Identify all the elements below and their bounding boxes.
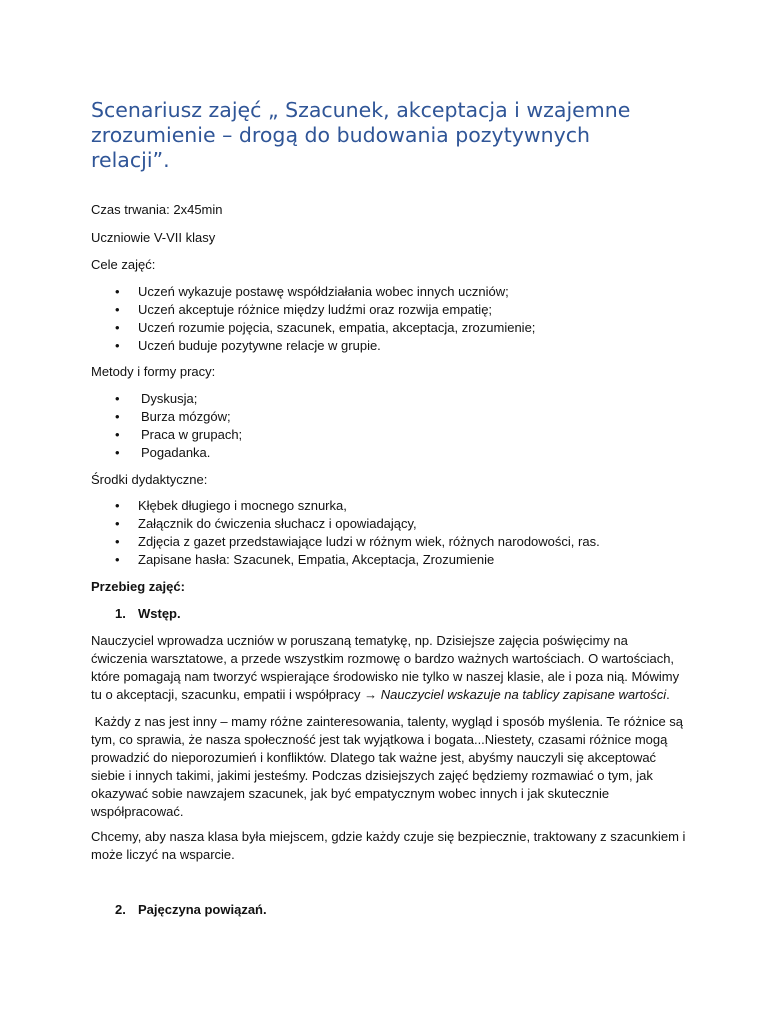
list-item: • Zapisane hasła: Szacunek, Empatia, Akceptacja, Zrozumienie — [115, 552, 495, 567]
document-title — [91, 98, 691, 173]
paragraph-line: Chcemy, aby nasza klasa była miejscem, gdzie każdy czuje się bezpiecznie, traktowany z szacunkiem i — [91, 829, 686, 844]
means-heading: Środki dydaktyczne: — [91, 472, 208, 487]
list-item: • Uczeń akceptuje różnice między ludźmi oraz rozwija empatię; — [115, 302, 493, 317]
bullet-icon: • — [115, 391, 120, 406]
list-item: • Burza mózgów; — [115, 409, 231, 424]
section-label: Pajęczyna powiązań. — [138, 902, 267, 917]
section-heading-intro — [115, 605, 181, 623]
bullet-icon: • — [115, 552, 120, 567]
list-item: • Kłębek długiego i mocnego sznurka, — [115, 498, 347, 513]
goals-list — [0, 283, 700, 355]
paragraph-line: które pomagają nam tworzyć wspierające środowisko nie tylko w naszej klasie, ale i poza nią. Mówimy — [91, 669, 680, 684]
paragraph-line: może liczyć na wsparcie. — [91, 847, 235, 862]
list-item: • Uczeń rozumie pojęcia, szacunek, empatia, akceptacja, zrozumienie; — [115, 320, 536, 335]
list-item: • Uczeń buduje pozytywne relacje w grupie. — [115, 338, 381, 353]
section-label: Wstęp. — [138, 606, 181, 621]
list-item: • Pogadanka. — [115, 445, 211, 460]
paragraph-line: Każdy z nas jest inny – mamy różne zainteresowania, talenty, wygląd i sposób myślenia. Te różnice są — [91, 714, 684, 729]
means-list — [0, 497, 700, 569]
bullet-icon: • — [115, 498, 120, 513]
paragraph-line: Nauczyciel wprowadza uczniów w poruszaną tematykę, np. Dzisiejsze zajęcia poświęcimy na — [91, 633, 628, 648]
intro-paragraph — [91, 632, 680, 704]
arrow-right-icon: → — [364, 687, 378, 702]
paragraph-line: tu o akceptacji, szacunku, empatii i współpracy → Nauczyciel wskazuje na tablicy zapisane wartości. — [91, 687, 670, 702]
bullet-icon: • — [115, 445, 120, 460]
list-item: • Załącznik do ćwiczenia słuchacz i opowiadający, — [115, 516, 417, 531]
list-item: • Zdjęcia z gazet przedstawiające ludzi w różnym wiek, różnych narodowości, ras. — [115, 534, 600, 549]
paragraph-line: siebie i innych takimi, jakimi jesteśmy. Podczas dzisiejszych zajęć będziemy rozmawiać o tym, jak — [91, 768, 653, 783]
bullet-icon: • — [115, 320, 120, 335]
list-item: • Dyskusja; — [115, 391, 198, 406]
methods-list — [0, 390, 700, 462]
list-item: • Praca w grupach; — [115, 427, 243, 442]
title-line: relacji”. — [91, 148, 170, 172]
bullet-icon: • — [115, 338, 120, 353]
bullet-icon: • — [115, 302, 120, 317]
paragraph-line: ćwiczenia warsztatowe, a przede wszystkim rozmowę o bardzo ważnych wartościach. O wartościach, — [91, 651, 675, 666]
course-heading: Przebieg zajęć: — [91, 579, 185, 594]
section-number: 2. — [115, 902, 126, 917]
audience-text: Uczniowie V-VII klasy — [91, 230, 216, 245]
goal-paragraph — [91, 828, 686, 864]
bullet-icon: • — [115, 516, 120, 531]
bullet-icon: • — [115, 534, 120, 549]
title-line: Scenariusz zajęć „ Szacunek, akceptacja i wzajemne — [91, 98, 631, 122]
bullet-icon: • — [115, 427, 120, 442]
section-number: 1. — [115, 606, 126, 621]
paragraph-line: prowadzić do nieporozumień i konfliktów. Dlatego tak ważne jest, abyśmy nauczyli się akceptować — [91, 750, 657, 765]
paragraph-line: okazywać sobie nawzajem szacunek, jak być empatycznym wobec innych i jak skutecznie — [91, 786, 610, 801]
title-line: zrozumienie – drogą do budowania pozytywnych — [91, 123, 591, 147]
paragraph-line: tym, co sprawia, że nasza społeczność jest tak wyjątkowa i bogata...Niestety, czasami różnice mogą — [91, 732, 668, 747]
instruction-note: Nauczyciel wskazuje na tablicy zapisane wartości — [380, 687, 667, 702]
bullet-icon: • — [115, 409, 120, 424]
section-heading-web — [115, 901, 267, 919]
methods-heading: Metody i formy pracy: — [91, 364, 216, 379]
bullet-icon: • — [115, 284, 120, 299]
list-item: • Uczeń wykazuje postawę współdziałania wobec innych uczniów; — [115, 284, 509, 299]
paragraph-line: współpracować. — [91, 804, 184, 819]
goals-heading: Cele zajęć: — [91, 257, 156, 272]
diversity-paragraph — [91, 713, 684, 821]
duration-text: Czas trwania: 2x45min — [91, 202, 223, 217]
